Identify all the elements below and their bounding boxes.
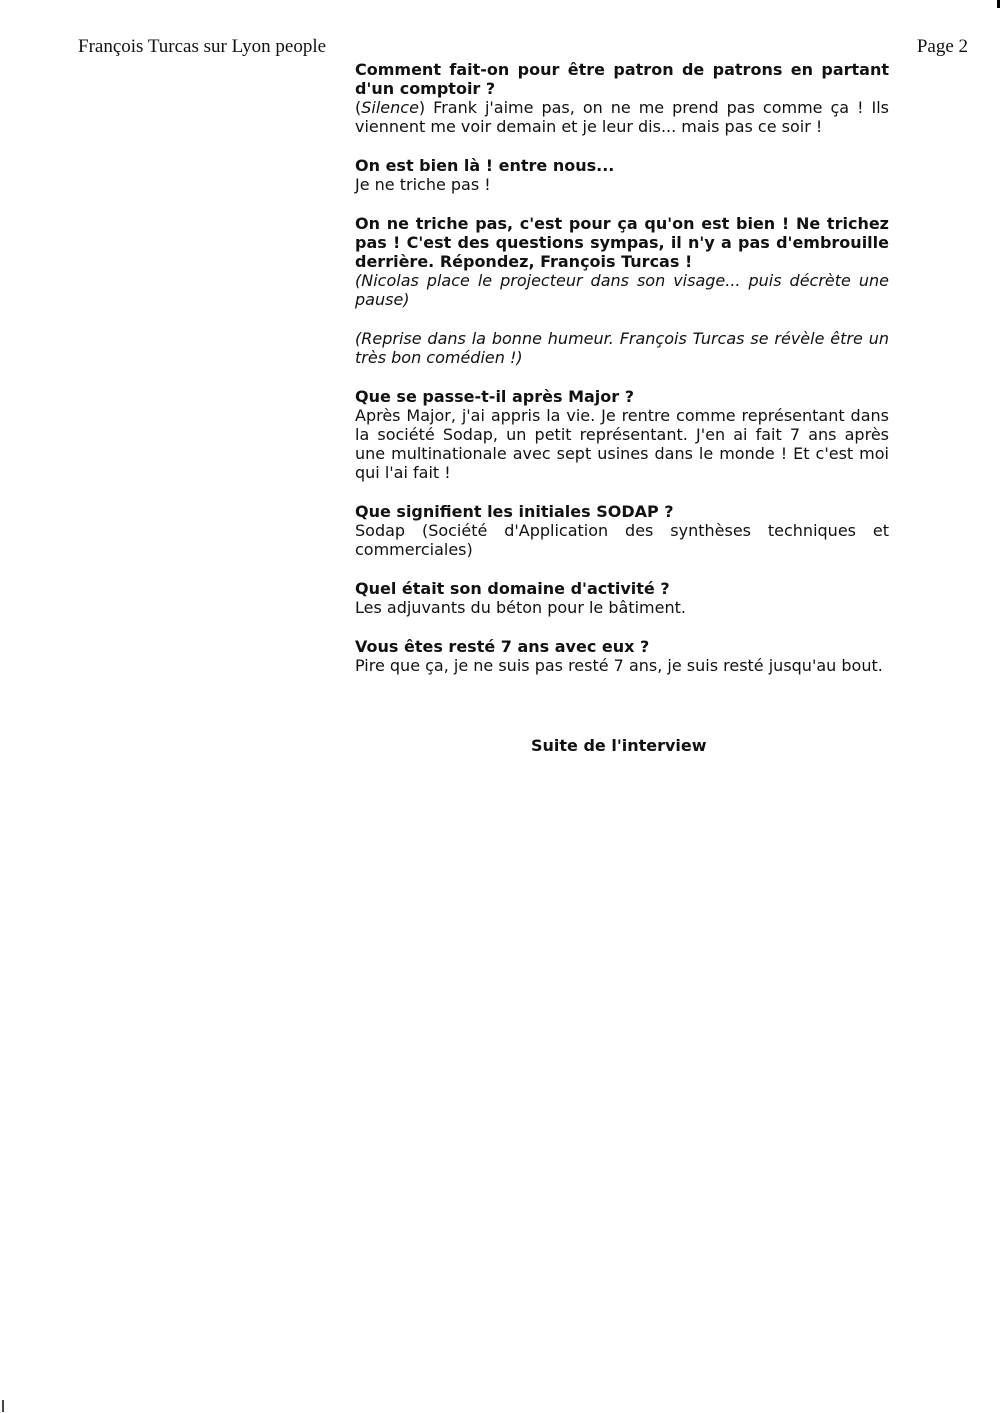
question: On est bien là ! entre nous... — [355, 156, 615, 175]
answer: (Silence) Frank j'aime pas, on ne me prend pas comme ça ! Ils viennent me voir demain et je leur dis... mais pas ce soir ! — [355, 98, 889, 136]
question: Comment fait-on pour être patron de patrons en partant d'un comptoir ? — [355, 60, 889, 98]
question: Quel était son domaine d'activité ? — [355, 579, 670, 598]
interview-body — [355, 60, 889, 695]
document-title: François Turcas sur Lyon people — [78, 36, 327, 57]
continue-interview-link[interactable]: Suite de l'interview — [531, 736, 707, 755]
answer: Pire que ça, je ne suis pas resté 7 ans, je suis resté jusqu'au bout. — [355, 656, 883, 675]
interview-block — [355, 329, 889, 367]
question: Vous êtes resté 7 ans avec eux ? — [355, 637, 650, 656]
question: Que se passe-t-il après Major ? — [355, 387, 634, 406]
page-number: Page 2 — [916, 36, 968, 57]
answer: Après Major, j'ai appris la vie. Je rentre comme représentant dans la société Sodap, un petit représentant. J'en ai fait 7 ans après une multinationale avec sept usines dans le monde ! Et c'est moi qui l'ai fait ! — [355, 406, 889, 482]
question: On ne triche pas, c'est pour ça qu'on est bien ! Ne trichez pas ! C'est des questions sympas, il n'y a pas d'embrouille derrière. Répondez, François Turcas ! — [355, 214, 889, 271]
interview-block — [355, 156, 889, 194]
interview-block — [355, 579, 889, 617]
interview-block — [355, 387, 889, 482]
interview-block — [355, 637, 889, 675]
answer: Je ne triche pas ! — [355, 175, 491, 194]
stage-direction: Silence — [361, 98, 419, 117]
question: Que signifient les initiales SODAP ? — [355, 502, 674, 521]
interview-block — [355, 60, 889, 136]
answer: Sodap (Société d'Application des synthèses techniques et commerciales) — [355, 521, 889, 559]
answer-text: ) Frank j'aime pas, on ne me prend pas comme ça ! Ils viennent me voir demain et je leur dis... mais pas ce soir ! — [355, 98, 889, 136]
scan-mark — [2, 1400, 4, 1412]
answer: Les adjuvants du béton pour le bâtiment. — [355, 598, 686, 617]
interview-block — [355, 214, 889, 309]
interview-block — [355, 502, 889, 559]
stage-direction: (Nicolas place le projecteur dans son visage... puis décrète une pause) — [355, 271, 889, 309]
stage-direction: (Reprise dans la bonne humeur. François Turcas se révèle être un très bon comédien !) — [355, 329, 889, 367]
